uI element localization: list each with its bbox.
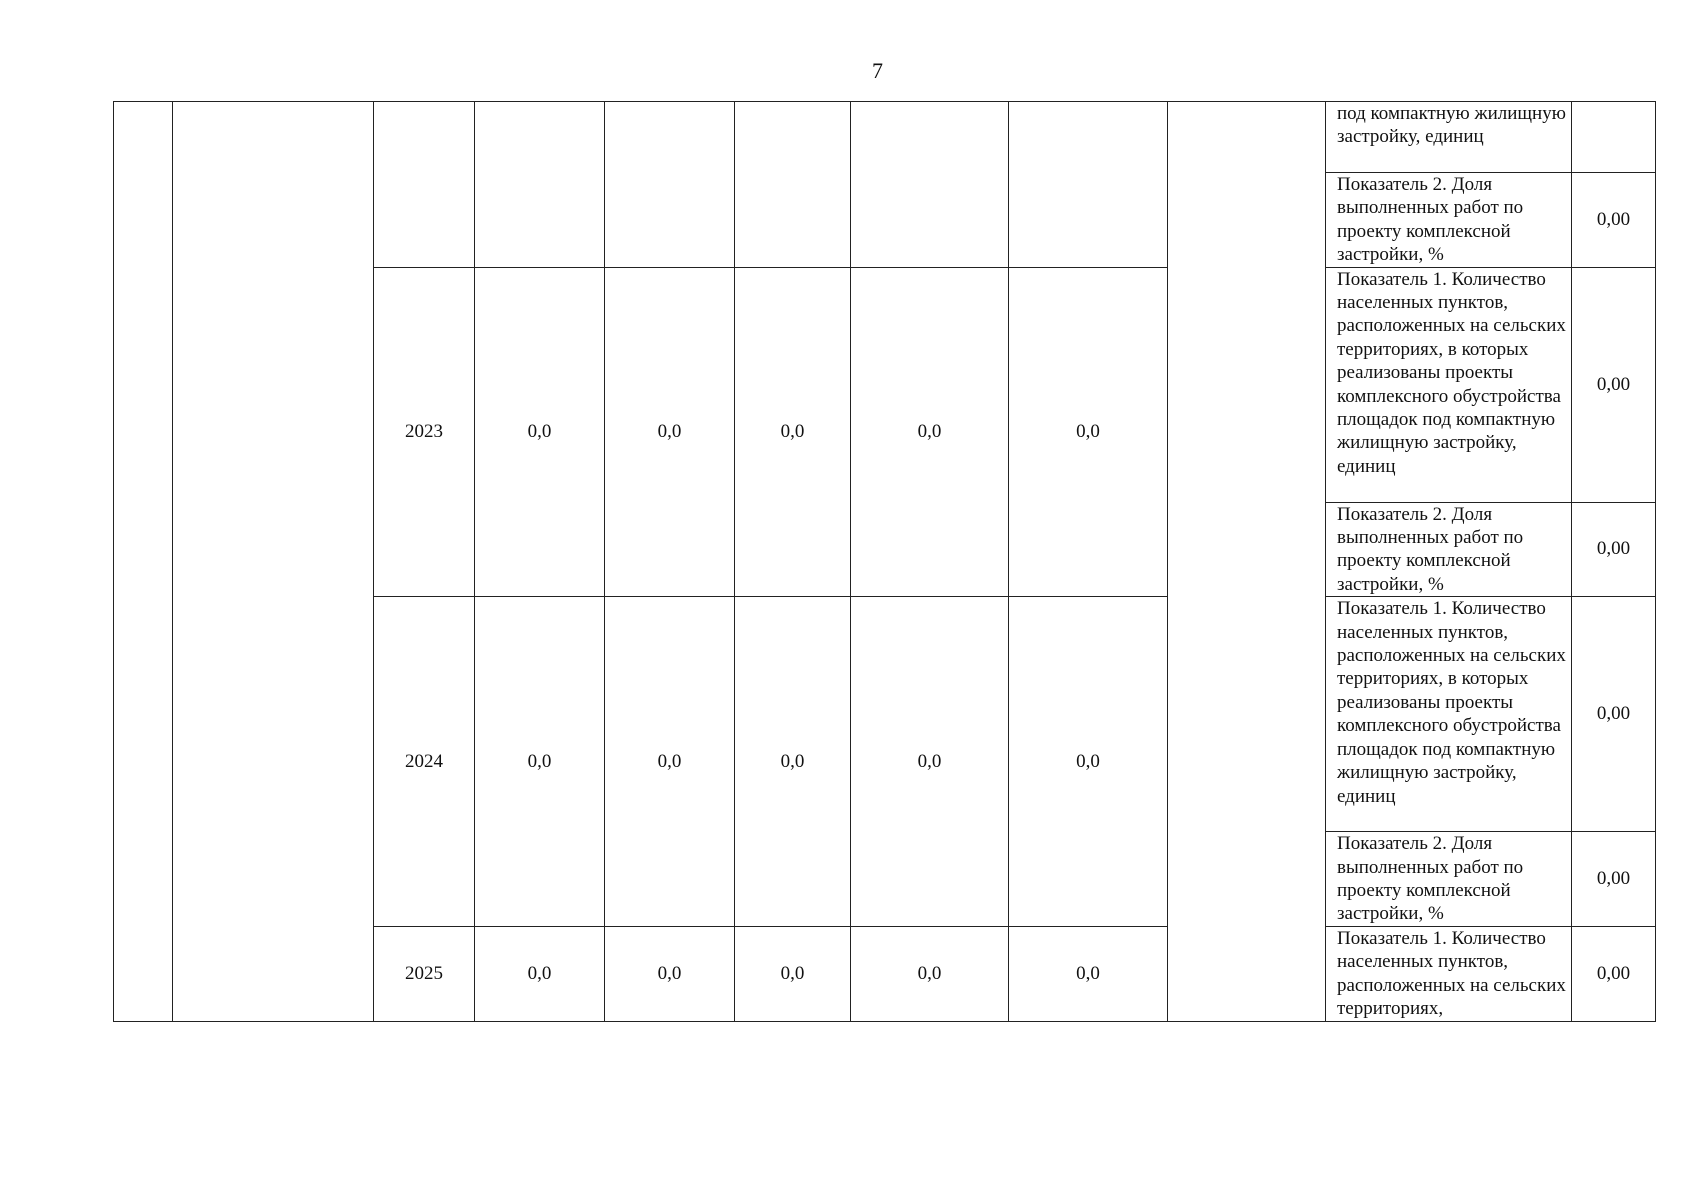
finance-cell: 0,0 xyxy=(1009,926,1168,1021)
finance-cell: 0,0 xyxy=(851,926,1009,1021)
finance-cell: 0,0 xyxy=(851,267,1009,597)
indicator-name: Показатель 2. Доля выполненных работ по проекту комплексной застройки, % xyxy=(1326,502,1572,597)
program-table xyxy=(113,101,1656,1022)
finance-cell: 0,0 xyxy=(605,597,735,927)
indicator-value: 0,00 xyxy=(1572,267,1656,502)
number-cell xyxy=(114,102,173,1022)
year-cell: 2025 xyxy=(374,926,475,1021)
finance-cell: 0,0 xyxy=(735,597,851,927)
finance-cell: 0,0 xyxy=(475,926,605,1021)
finance-cell: 0,0 xyxy=(475,597,605,927)
indicator-name: Показатель 2. Доля выполненных работ по проекту комплексной застройки, % xyxy=(1326,173,1572,268)
finance-cell: 0,0 xyxy=(1009,267,1168,597)
finance-cell: 0,0 xyxy=(605,926,735,1021)
finance-cell: 0,0 xyxy=(1009,597,1168,927)
finance-cell: 0,0 xyxy=(475,267,605,597)
finance-cell: 0,0 xyxy=(605,267,735,597)
indicator-value: 0,00 xyxy=(1572,597,1656,832)
indicator-name: Показатель 1. Количество населенных пунктов, расположенных на сельских территориях, в которых реализованы проекты комплексного обустройства площадок под компактную жилищную застройку, единиц xyxy=(1326,267,1572,502)
finance-cell: 0,0 xyxy=(851,597,1009,927)
year-cell: 2023 xyxy=(374,267,475,597)
indicator-value: 0,00 xyxy=(1572,832,1656,927)
indicator-name: Показатель 1. Количество населенных пунктов, расположенных на сельских территориях, в которых реализованы проекты комплексного обустройства площадок под компактную жилищную застройку, единиц xyxy=(1326,597,1572,832)
finance-cell: 0,0 xyxy=(735,926,851,1021)
finance-cell xyxy=(851,102,1009,268)
indicator-name: под компактную жилищную застройку, единиц xyxy=(1326,102,1572,173)
executor-cell xyxy=(1168,102,1326,1022)
indicator-name: Показатель 1. Количество населенных пунктов, расположенных на сельских территориях, xyxy=(1326,926,1572,1021)
year-cell xyxy=(374,102,475,268)
finance-cell xyxy=(735,102,851,268)
indicator-value: 0,00 xyxy=(1572,173,1656,268)
event-name-cell xyxy=(173,102,374,1022)
page-number: 7 xyxy=(872,58,883,83)
finance-cell: 0,0 xyxy=(735,267,851,597)
indicator-value: 0,00 xyxy=(1572,926,1656,1021)
year-cell: 2024 xyxy=(374,597,475,927)
table-row xyxy=(114,102,1656,173)
finance-cell xyxy=(605,102,735,268)
indicator-value xyxy=(1572,102,1656,173)
finance-cell xyxy=(475,102,605,268)
indicator-name: Показатель 2. Доля выполненных работ по проекту комплексной застройки, % xyxy=(1326,832,1572,927)
finance-cell xyxy=(1009,102,1168,268)
indicator-value: 0,00 xyxy=(1572,502,1656,597)
